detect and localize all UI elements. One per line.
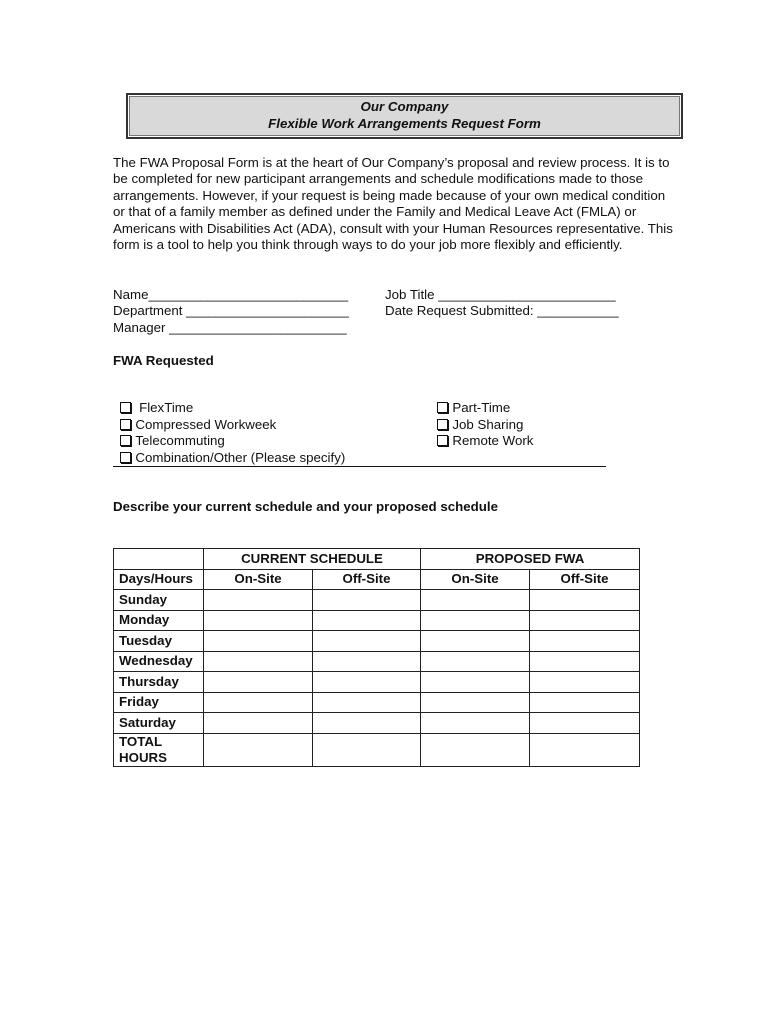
fwa-requested-heading: FWA Requested (113, 353, 214, 368)
total-label-line1: TOTAL (119, 733, 163, 749)
schedule-table (113, 548, 640, 767)
option-label: Combination/Other (Please specify) (135, 450, 346, 466)
total-cell[interactable] (421, 733, 530, 766)
hours-cell[interactable] (204, 692, 313, 713)
option-label: FlexTime (135, 400, 194, 416)
table-corner-cell (114, 549, 204, 570)
checkbox-icon[interactable] (120, 452, 131, 463)
total-hours-row (114, 733, 640, 766)
hours-cell[interactable] (421, 610, 530, 631)
table-row (114, 713, 640, 734)
hours-cell[interactable] (313, 651, 421, 672)
hours-cell[interactable] (204, 590, 313, 611)
company-name: Our Company (360, 99, 449, 114)
proposed-onsite-header: On-Site (421, 569, 530, 590)
intro-paragraph: The FWA Proposal Form is at the heart of Our Company’s proposal and review process. It is to be completed for new participant arrangements and schedule modifications made to those arrangements. However, if your request is being made because of your own medical condition or that of a family member as defined under the Family and Medical Leave Act (FMLA) or Americans with Disabilities Act (ADA), consult with your Human Resources representative. This form is a tool to help you think through ways to do your job more flexibly and efficiently. (113, 155, 673, 253)
day-label: Wednesday (114, 651, 204, 672)
hours-cell[interactable] (313, 631, 421, 652)
hours-cell[interactable] (313, 672, 421, 693)
hours-cell[interactable] (530, 651, 640, 672)
hours-cell[interactable] (204, 672, 313, 693)
specify-line[interactable] (113, 466, 606, 467)
option-combination-other[interactable] (113, 434, 345, 467)
table-row (114, 590, 640, 611)
day-label: Tuesday (114, 631, 204, 652)
total-label-line2: HOURS (119, 749, 168, 765)
schedule-heading: Describe your current schedule and your proposed schedule (113, 499, 498, 514)
form-title-box (126, 93, 683, 139)
job-title-field[interactable]: Job Title ________________________ (385, 287, 616, 302)
option-label: Part-Time (452, 400, 511, 416)
total-cell[interactable] (204, 733, 313, 766)
hours-cell[interactable] (530, 631, 640, 652)
option-remote-work[interactable] (430, 417, 533, 450)
option-label: Telecommuting (135, 433, 225, 449)
table-row (114, 610, 640, 631)
name-field[interactable]: Name___________________________ (113, 287, 349, 302)
hours-cell[interactable] (204, 651, 313, 672)
table-row (114, 692, 640, 713)
hours-cell[interactable] (421, 713, 530, 734)
current-offsite-header: Off-Site (313, 569, 421, 590)
option-label: Job Sharing (452, 417, 524, 433)
day-label: Thursday (114, 672, 204, 693)
current-schedule-header: CURRENT SCHEDULE (204, 549, 421, 570)
hours-cell[interactable] (421, 692, 530, 713)
hours-cell[interactable] (204, 631, 313, 652)
current-onsite-header: On-Site (204, 569, 313, 590)
proposed-fwa-header: PROPOSED FWA (421, 549, 640, 570)
hours-cell[interactable] (204, 713, 313, 734)
hours-cell[interactable] (313, 610, 421, 631)
hours-cell[interactable] (204, 610, 313, 631)
manager-field[interactable]: Manager ________________________ (113, 320, 347, 335)
hours-cell[interactable] (530, 590, 640, 611)
department-field[interactable]: Department ______________________ (113, 303, 349, 318)
hours-cell[interactable] (421, 590, 530, 611)
total-cell[interactable] (313, 733, 421, 766)
hours-cell[interactable] (313, 590, 421, 611)
table-row (114, 631, 640, 652)
date-submitted-field[interactable]: Date Request Submitted: ___________ (385, 303, 619, 318)
day-label: Saturday (114, 713, 204, 734)
table-row (114, 672, 640, 693)
total-hours-label (114, 733, 204, 766)
hours-cell[interactable] (313, 692, 421, 713)
day-label: Monday (114, 610, 204, 631)
hours-cell[interactable] (421, 631, 530, 652)
option-label: Compressed Workweek (135, 417, 277, 433)
hours-cell[interactable] (530, 610, 640, 631)
hours-cell[interactable] (313, 713, 421, 734)
days-hours-header: Days/Hours (114, 569, 204, 590)
total-cell[interactable] (530, 733, 640, 766)
day-label: Sunday (114, 590, 204, 611)
hours-cell[interactable] (421, 651, 530, 672)
hours-cell[interactable] (530, 692, 640, 713)
proposed-offsite-header: Off-Site (530, 569, 640, 590)
table-row (114, 651, 640, 672)
checkbox-icon[interactable] (437, 435, 448, 446)
hours-cell[interactable] (530, 713, 640, 734)
hours-cell[interactable] (421, 672, 530, 693)
form-title: Flexible Work Arrangements Request Form (268, 116, 541, 131)
day-label: Friday (114, 692, 204, 713)
hours-cell[interactable] (530, 672, 640, 693)
option-label: Remote Work (452, 433, 534, 449)
